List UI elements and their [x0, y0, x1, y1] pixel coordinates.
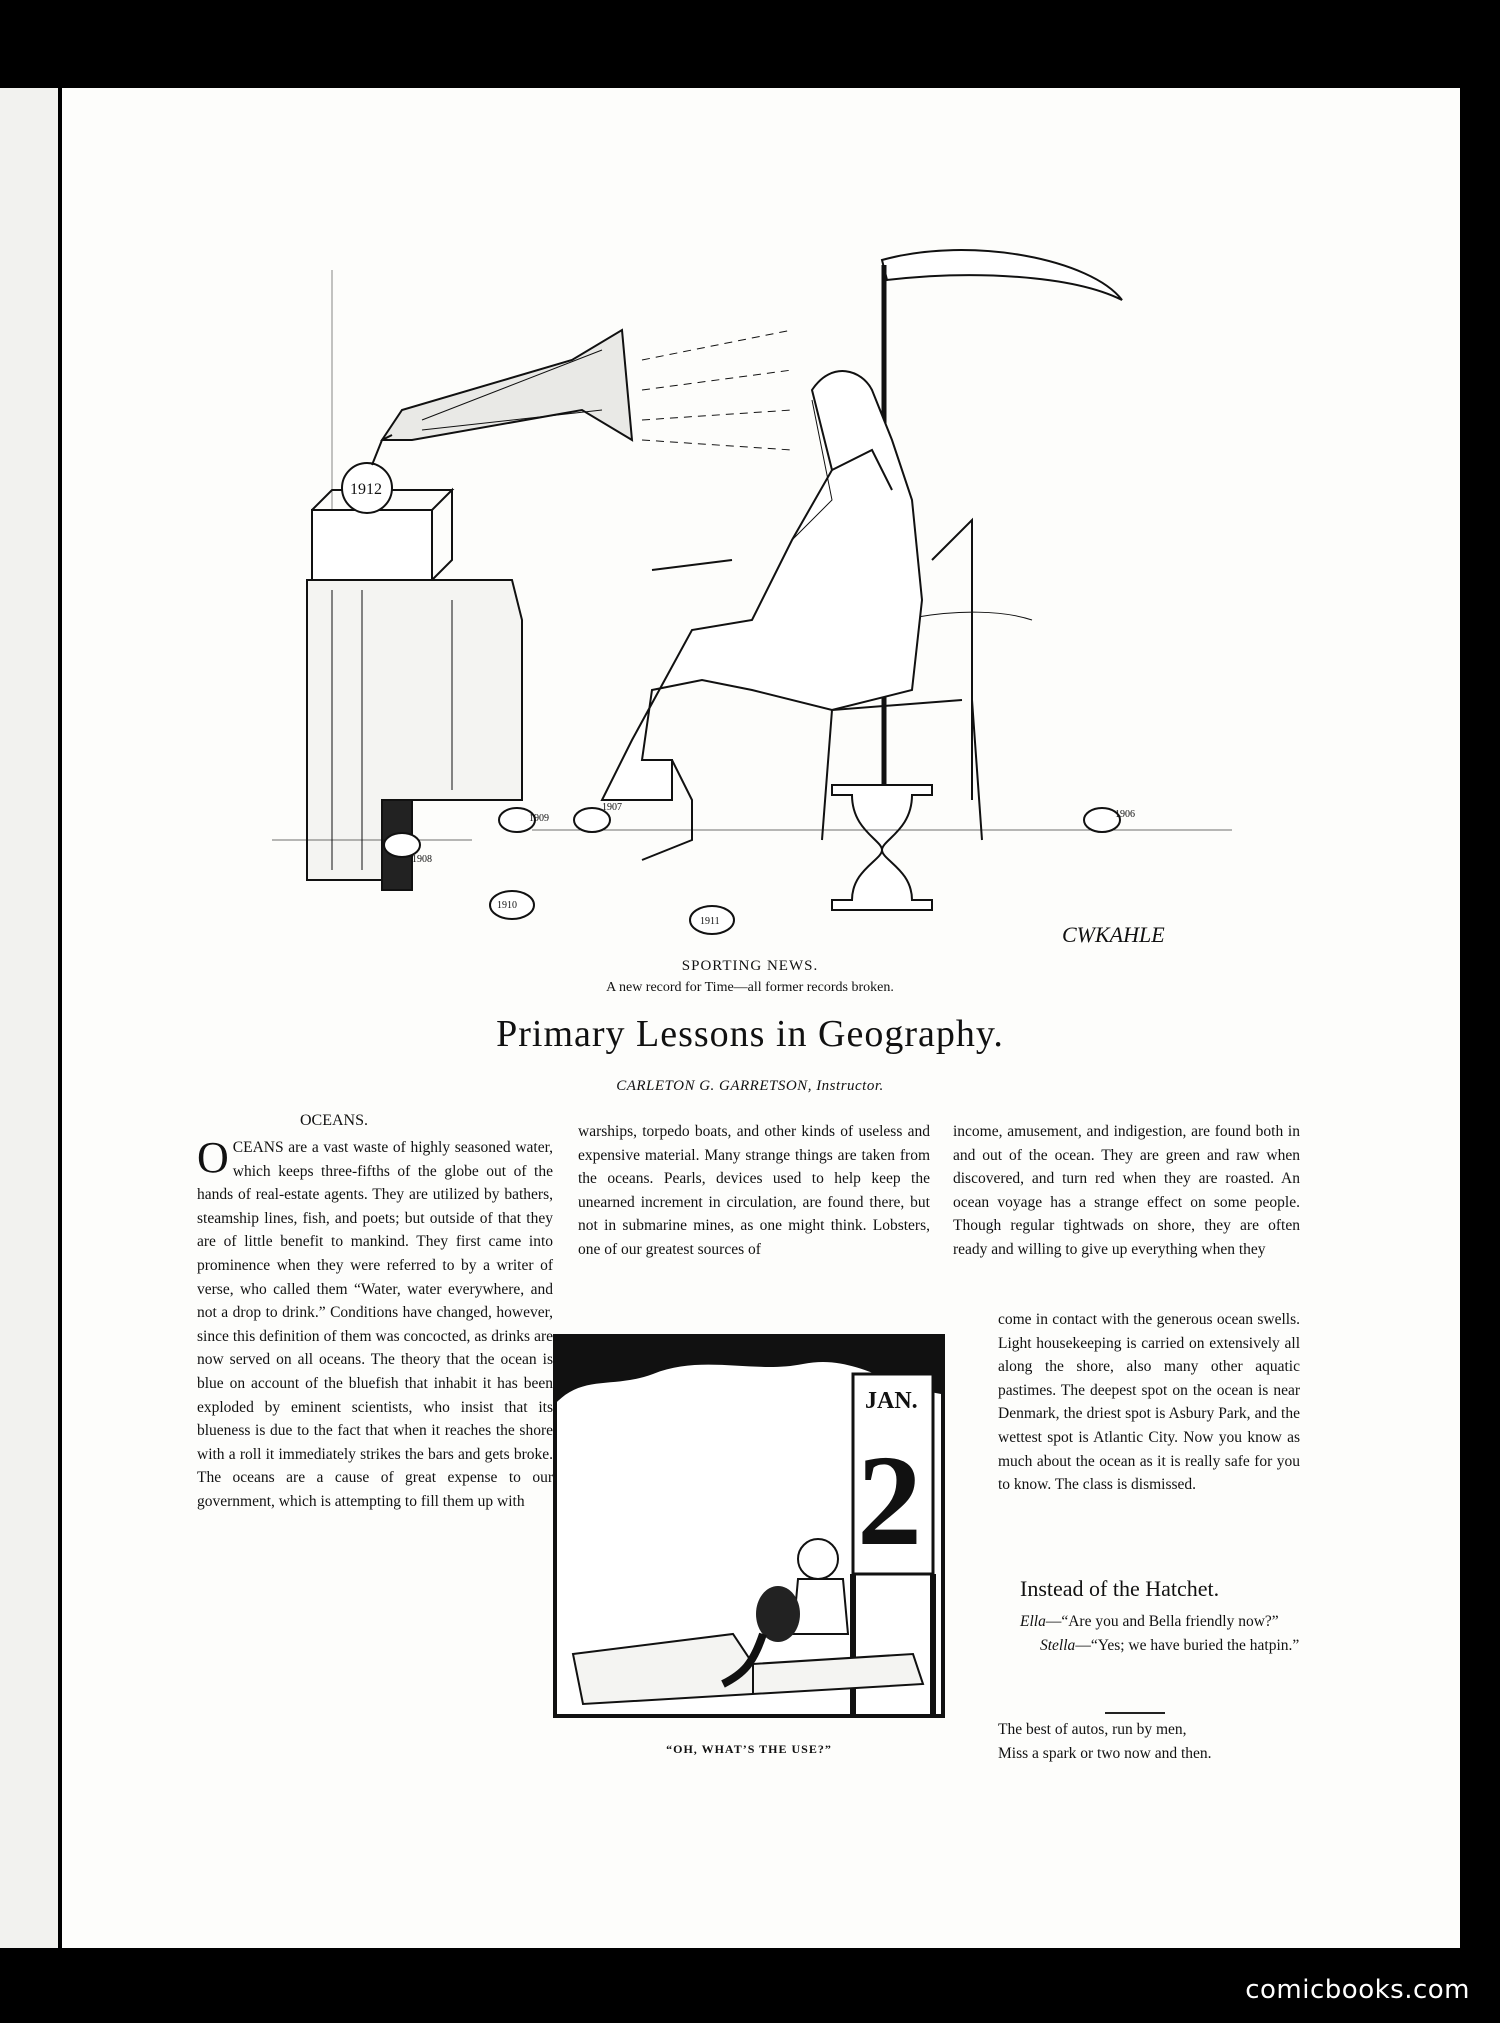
cartoon-caption-text: A new record for Time—all former records broken. [606, 980, 894, 995]
record-1910: 1910 [497, 900, 517, 911]
joke-line-1: —“Are you and Bella friendly now?” [1045, 1613, 1279, 1630]
cartoon-caption-title: SPORTING NEWS. [681, 958, 819, 974]
column-3b-text: come in contact with the generous ocean swells. Light housekeeping is carried on extensively all along the shore, also many other aquatic pastimes. The deepest spot on the ocean is near Denmark, the driest spot is Asbury Park, and the wettest spot is Atlantic City. Now you know as much about the ocean as it is really safe for you to know. The class is dismissed. [998, 1311, 1300, 1494]
drop-cap: O [197, 1133, 229, 1182]
previous-page-edge [0, 88, 58, 1948]
divider-rule [1105, 1712, 1165, 1714]
site-watermark: comicbooks.com [1245, 1975, 1470, 2005]
record-1911: 1911 [700, 916, 720, 927]
calendar-cartoon-caption: “OH, WHAT’S THE USE?” [666, 1742, 832, 1756]
verse-line-2: Miss a spark or two now and then. [998, 1744, 1212, 1762]
article-column-1 [197, 1112, 553, 1514]
column-1-text: CEANS are a vast waste of highly seasoned water, which keeps three-fifths of the globe out of the hands of real-estate agents. They are utilized by bathers, steamship lines, fish, and poets; but outside of that they are of little benefit to mankind. They first came into prominence when they were referred to by a writer of verse, who called them “Water, water everywhere, and not a drop to drink.” Conditions have changed, however, since this definition of them was concocted, as drinks are now served on all oceans. The theory that the ocean is blue on account of the bluefish that inhabit it has been exploded by eminent scientists, who insist that its blueness is due to the fact that when it reaches the shore with a roll it immediately strikes the bars and gets broke. The oceans are a cause of great expense to our government, which is attempting to fill them up with [197, 1139, 553, 1510]
verse-line-1: The best of autos, run by men, [998, 1721, 1187, 1738]
phonograph-year: 1912 [350, 481, 382, 498]
calendar-month: JAN. [865, 1388, 918, 1414]
article-column-3-bottom [998, 1308, 1300, 1497]
article-column-2 [578, 1120, 930, 1262]
joke-speaker-stella: Stella [1040, 1636, 1076, 1654]
calendar-cartoon [553, 1334, 945, 1718]
article-title: Primary Lessons in Geography. [496, 1013, 1004, 1055]
father-time-cartoon [272, 240, 1232, 960]
column-2-text: warships, torpedo boats, and other kinds of useless and expensive material. Many strange things are taken from the oceans. Pearls, devices used to help keep the unearned increment in circulation, are found there, but not in submarine mines, as one might think. Lobsters, one of our greatest sources of [578, 1123, 930, 1258]
column-3a-text: income, amusement, and indigestion, are found both in and out of the ocean. They are green and raw when discovered, and turn red when they are roasted. An ocean voyage has a strange effect on some people. Though regular tightwads on shore, they are often ready and willing to give up everything when they [953, 1123, 1300, 1258]
record-1906: 1906 [1115, 809, 1135, 820]
joke-heading: Instead of the Hatchet. [1020, 1576, 1220, 1601]
record-1908: 1908 [412, 854, 432, 865]
joke-line-2: —“Yes; we have buried the hatpin.” [1075, 1636, 1300, 1654]
verse [998, 1718, 1298, 1765]
section-heading: OCEANS. [300, 1112, 369, 1129]
record-1907: 1907 [602, 802, 622, 813]
calendar-day: 2 [857, 1429, 922, 1573]
artist-signature: CWKAHLE [1062, 922, 1165, 947]
article-byline: CARLETON G. GARRETSON, Instructor. [616, 1078, 884, 1094]
article-column-3-top [953, 1120, 1300, 1262]
joke-body [1020, 1610, 1300, 1657]
record-1909: 1909 [529, 813, 549, 824]
joke-speaker-ella: Ella [1020, 1613, 1046, 1630]
